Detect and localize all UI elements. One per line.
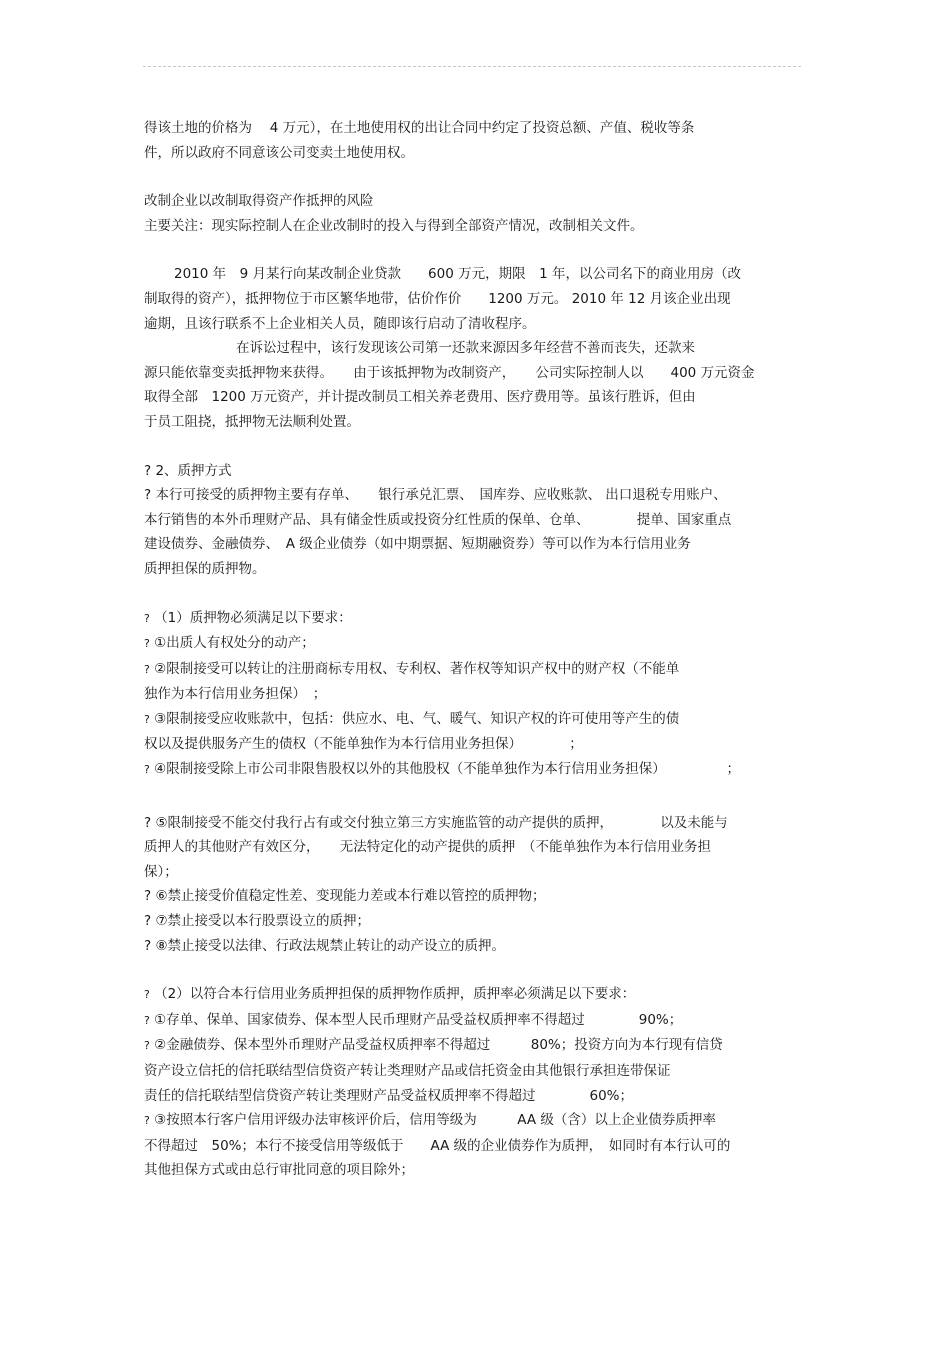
paragraph-line: 件，所以政府不同意该公司变卖土地使用权。	[144, 144, 414, 161]
paragraph-line: ? 本行可接受的质押物主要有存单、 银行承兑汇票、 国库券、应收账款、 出口退税专用账户、	[144, 487, 727, 504]
paragraph-line: 责任的信托联结型信贷资产转让类理财产品受益权质押率不得超过 60%；	[144, 1087, 634, 1104]
list-heading: ? （1）质押物必须满足以下要求：	[144, 609, 352, 626]
paragraph-line: 权以及提供服务产生的债权（不能单独作为本行信用业务担保） ；	[144, 736, 583, 753]
list-item: ? ②限制接受可以转让的注册商标专用权、专利权、著作权等知识产权中的财产权（不能单	[144, 660, 680, 677]
bullet-mark: ?	[144, 611, 150, 625]
section-heading: ? 2、质押方式	[144, 462, 232, 479]
paragraph-line: 本行销售的本外币理财产品、具有储金性质或投资分红性质的保单、仓单、 提单、国家重点	[144, 511, 732, 528]
paragraph-line: 质押人的其他财产有效区分， 无法特定化的动产提供的质押 （不能单独作为本行信用业务担	[144, 839, 711, 856]
paragraph-line: 得该土地的价格为 4 万元），在土地使用权的出让合同中约定了投资总额、产值、税收等条	[144, 120, 695, 136]
paragraph-line: 制取得的资产），抵押物位于市区繁华地带，估价作价 1200 万元。 2010 年 12 月该企业出现	[144, 290, 731, 307]
paragraph-line: 不得超过 50%；本行不接受信用等级低于 AA 级的企业债券作为质押， 如同时有本行认可的	[144, 1137, 731, 1154]
paragraph-line: 主要关注：现实际控制人在企业改制时的投入与得到全部资产情况，改制相关文件。	[144, 217, 644, 234]
list-item: ? ③按照本行客户信用评级办法审核评价后，信用等级为 AA 级（含）以上企业债券质押率	[144, 1112, 716, 1129]
paragraph-line: 质押担保的质押物。	[144, 560, 266, 577]
list-item: ? ⑧禁止接受以法律、行政法规禁止转让的动产设立的质押。	[144, 937, 506, 954]
list-item: ? ⑤限制接受不能交付我行占有或交付独立第三方实施监管的动产提供的质押， 以及未能与	[144, 814, 728, 831]
paragraph-line: 在诉讼过程中，该行发现该公司第一还款来源因多年经营不善而丧失，还款来	[236, 340, 695, 357]
list-item: ? ②金融债券、保本型外币理财产品受益权质押率不得超过 80%；投资方向为本行现有信贷	[144, 1037, 723, 1054]
paragraph-line: 保）；	[144, 863, 178, 880]
paragraph-line: 其他担保方式或由总行审批同意的项目除外；	[144, 1162, 414, 1179]
paragraph-line: 逾期，且该行联系不上企业相关人员，随即该行启动了清收程序。	[144, 315, 536, 332]
paragraph-line: 于员工阻挠，抵押物无法顺利处置。	[144, 413, 360, 430]
paragraph-line: 资产设立信托的信托联结型信贷资产转让类理财产品或信托资金由其他银行承担连带保证	[144, 1063, 671, 1079]
list-item: ? ①存单、保单、国家债券、保本型人民币理财产品受益权质押率不得超过 90%；	[144, 1011, 683, 1028]
paragraph-line: 独作为本行信用业务担保） ；	[144, 686, 327, 703]
list-heading: ? （2）以符合本行信用业务质押担保的质押物作质押，质押率必须满足以下要求：	[144, 986, 636, 1003]
document-body	[144, 116, 810, 1183]
header-rule	[143, 66, 801, 67]
list-item: ? ④限制接受除上市公司非限售股权以外的其他股权（不能单独作为本行信用业务担保） ；	[144, 761, 740, 778]
paragraph-line: 建设债券、金融债券、 A 级企业债券（如中期票据、短期融资券）等可以作为本行信用业务	[144, 536, 691, 553]
paragraph-line: 取得全部 1200 万元资产，并计提改制员工相关养老费用、医疗费用等。虽该行胜诉，但由	[144, 389, 696, 406]
list-item: ? ⑥禁止接受价值稳定性差、变现能力差或本行难以管控的质押物；	[144, 888, 546, 905]
section-heading: 改制企业以改制取得资产作抵押的风险	[144, 193, 374, 210]
list-item: ? ①出质人有权处分的动产；	[144, 635, 315, 652]
paragraph-line: 2010 年 9 月某行向某改制企业贷款 600 万元，期限 1 年，以公司名下的商业用房（改	[174, 266, 741, 283]
list-item: ? ③限制接受应收账款中，包括：供应水、电、气、暖气、知识产权的许可使用等产生的债	[144, 710, 680, 727]
list-item: ? ⑦禁止接受以本行股票设立的质押；	[144, 913, 371, 930]
paragraph-line: 源只能依靠变卖抵押物来获得。 由于该抵押物为改制资产， 公司实际控制人以 400 万元资金	[144, 364, 755, 381]
